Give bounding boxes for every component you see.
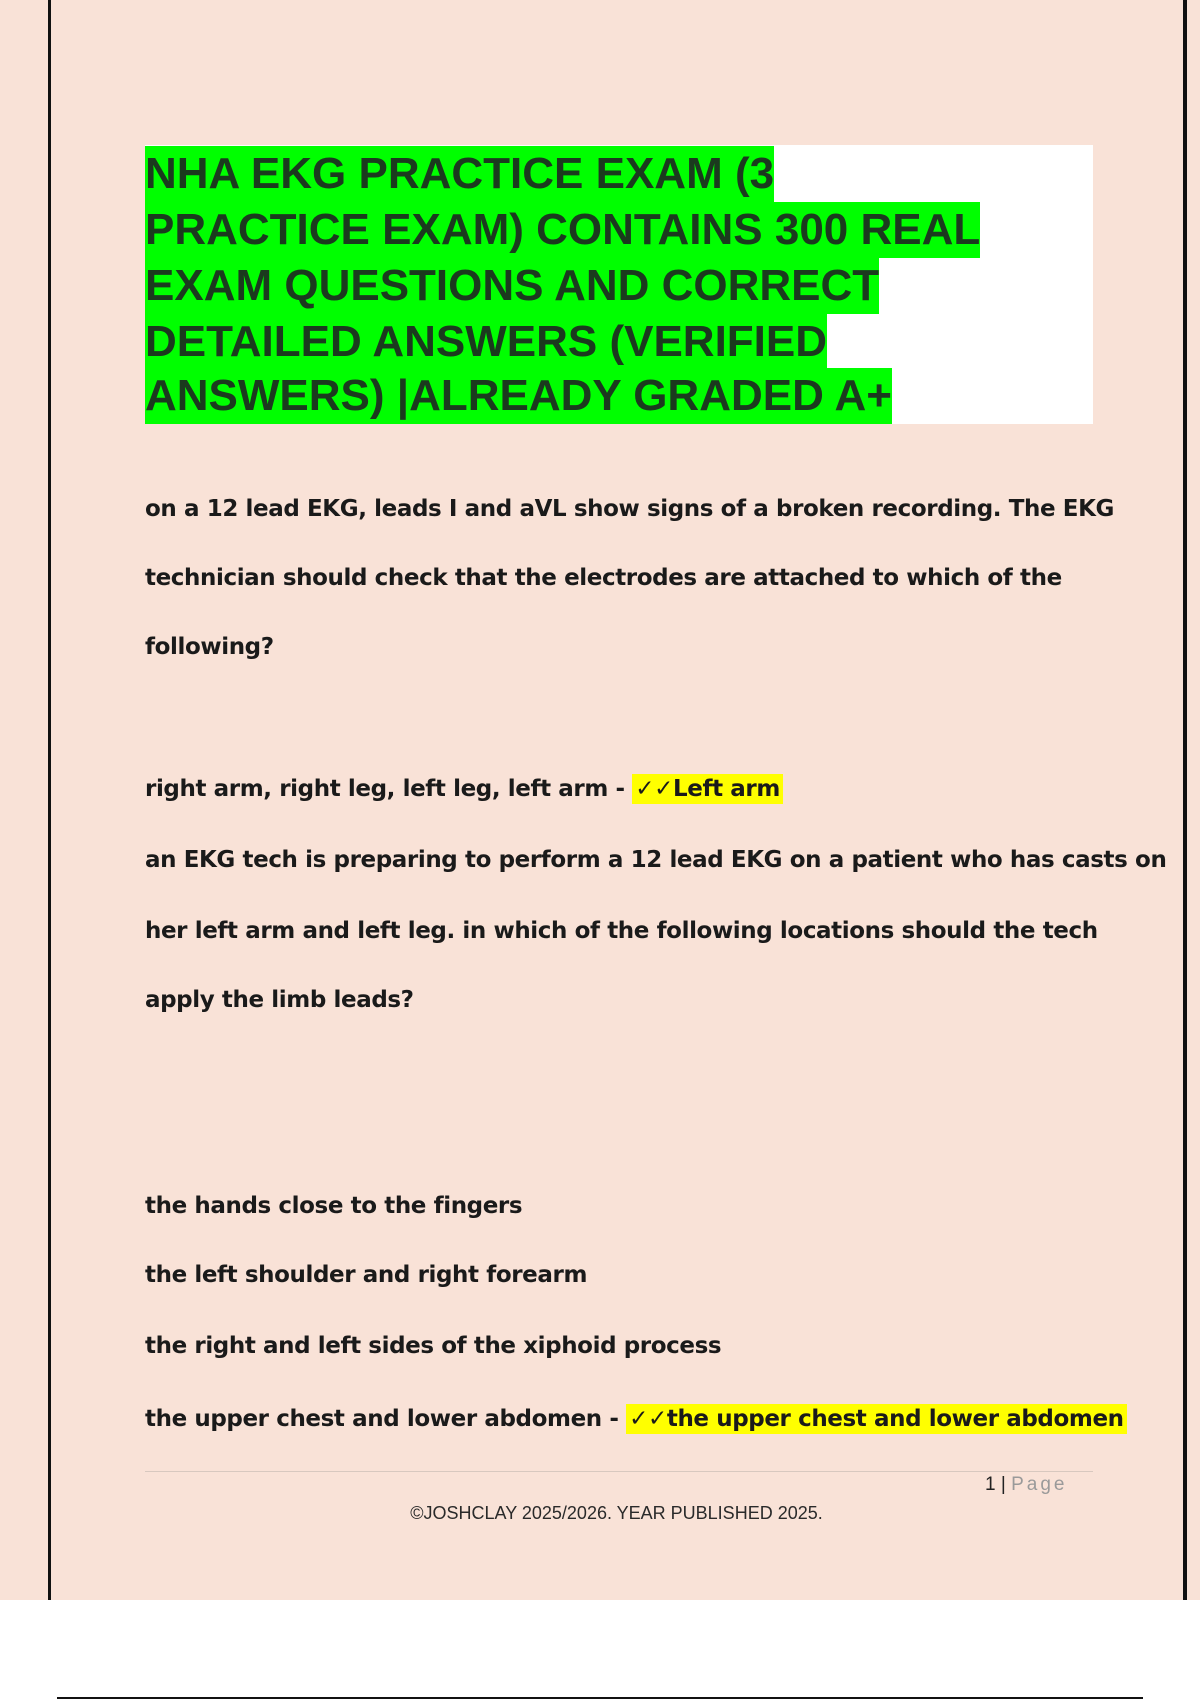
title-line: DETAILED ANSWERS (VERIFIED xyxy=(145,314,827,370)
page-separator: | xyxy=(1000,1474,1006,1495)
question-1-line: following? xyxy=(145,634,274,660)
title-line: NHA EKG PRACTICE EXAM (3 xyxy=(145,146,774,202)
question-2-option: the right and left sides of the xiphoid process xyxy=(145,1333,722,1359)
answer-highlight: ✓✓Left arm xyxy=(632,774,783,804)
question-2-option: the hands close to the fingers xyxy=(145,1193,523,1219)
question-2-last-option xyxy=(145,1406,1127,1432)
options-text: the upper chest and lower abdomen - xyxy=(145,1406,627,1432)
page-border-left xyxy=(48,0,51,1600)
title-line: EXAM QUESTIONS AND CORRECT xyxy=(145,258,879,314)
bottom-rule xyxy=(57,1697,1143,1699)
page-number-value: 1 xyxy=(985,1474,996,1495)
question-1-line: technician should check that the electrodes are attached to which of the xyxy=(145,565,1062,591)
footer-divider xyxy=(145,1471,1093,1472)
page-number xyxy=(985,1474,1067,1496)
question-1-line: on a 12 lead EKG, leads I and aVL show signs of a broken recording. The EKG xyxy=(145,496,1115,522)
answer-highlight: ✓✓the upper chest and lower abdomen xyxy=(626,1404,1127,1434)
copyright-footer: ©JOSHCLAY 2025/2026. YEAR PUBLISHED 2025. xyxy=(410,1503,823,1523)
question-2-line: her left arm and left leg. in which of the following locations should the tech xyxy=(145,918,1098,944)
title-line: ANSWERS) |ALREADY GRADED A+ xyxy=(145,368,892,424)
question-2-option: the left shoulder and right forearm xyxy=(145,1262,588,1288)
title-line: PRACTICE EXAM) CONTAINS 300 REAL xyxy=(145,202,980,258)
options-text: right arm, right leg, left leg, left arm - xyxy=(145,776,633,802)
question-2-line: apply the limb leads? xyxy=(145,987,414,1013)
question-1-options xyxy=(145,776,783,802)
question-2-line: an EKG tech is preparing to perform a 12 lead EKG on a patient who has casts on xyxy=(145,847,1167,873)
page-border-right xyxy=(1183,0,1187,1600)
page-label: Page xyxy=(1011,1474,1068,1495)
